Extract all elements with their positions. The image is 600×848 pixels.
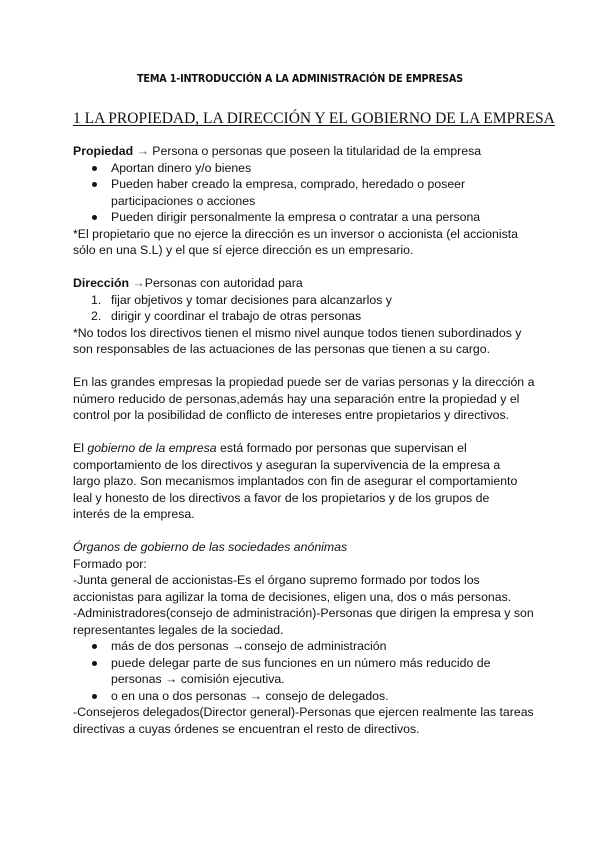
note-line: son responsables de las actuaciones de las personas que tienen a su cargo. [73, 342, 491, 356]
gobierno-rest: está formado por personas que supervisan el [216, 441, 467, 455]
organos-heading: Órganos de gobierno de las sociedades anónimas [73, 540, 348, 554]
direccion-definition [73, 275, 543, 292]
note-line: *El propietario que no ejerce la dirección es un inversor o accionista (el accionista [73, 226, 518, 241]
list-item-continuation: participaciones o acciones [111, 193, 256, 208]
gobierno-pre: El [73, 441, 88, 455]
arrow-icon: → [132, 276, 145, 290]
numbered-item [73, 292, 543, 309]
list-item: Aportan dinero y/o bienes [73, 160, 543, 177]
paragraph-line: -Consejeros delegados(Director general)-Personas que ejercen realmente las tareas [73, 705, 534, 719]
list-item-continuation: personas → comisión ejecutiva. [111, 672, 285, 686]
paragraph-line: -Junta general de accionistas-Es el órgano supremo formado por todos los [73, 573, 480, 587]
item-number: 2. [91, 309, 102, 323]
list-item: puede delegar parte de sus funciones en un número más reducido de [73, 655, 543, 672]
propiedad-definition [73, 143, 543, 160]
item-number: 1. [91, 292, 102, 307]
paragraph-line: Formado por: [73, 556, 147, 571]
item-text: dirigir y coordinar el trabajo de otras personas [111, 309, 362, 323]
arrow-icon: → [136, 144, 149, 158]
gobierno-term: gobierno de la empresa [87, 441, 217, 455]
paragraph-line: leal y honesto de los directivos a favor de los propietarios y de los grupos de [73, 490, 490, 505]
paragraph-line: accionistas para agilizar la toma de decisiones, eligen una, dos o más personas. [73, 589, 512, 604]
paragraph-line: comportamiento de los directivos y aseguran la supervivencia de la empresa a [73, 457, 501, 472]
paragraph-line: número reducido de personas,además hay una separación entre la propiedad y el [73, 391, 520, 406]
paragraph-line: En las grandes empresas la propiedad puede ser de varias personas y la dirección a [73, 375, 535, 389]
direccion-term: Dirección [73, 276, 130, 290]
list-item: Pueden haber creado la empresa, comprado, heredado o poseer [73, 176, 543, 193]
list-item: más de dos personas →consejo de administración [73, 638, 543, 655]
paragraph-line: largo plazo. Son mecanismos implantados con fin de asegurar el comportamiento [73, 474, 518, 488]
document-body [73, 143, 543, 737]
item-text: fijar objetivos y tomar decisiones para alcanzarlos y [111, 292, 392, 307]
numbered-item [73, 308, 543, 325]
paragraph-line: directivas a cuyas órdenes se encuentran el resto de directivos. [73, 721, 420, 736]
direccion-def-text: Personas con autoridad para [144, 276, 303, 290]
note-line: *No todos los directivos tienen el mismo nivel aunque todos tienen subordinados y [73, 325, 522, 340]
note-line: sólo en una S.L) y el que sí ejerce dirección es un empresario. [73, 243, 414, 257]
paragraph-line: interés de la empresa. [73, 507, 195, 521]
paragraph-line: -Administradores(consejo de administración)-Personas que dirigen la empresa y son [73, 606, 534, 620]
list-item: o en una o dos personas → consejo de delegados. [73, 688, 543, 705]
paragraph-line: representantes legales de la sociedad. [73, 622, 284, 637]
propiedad-term: Propiedad [73, 144, 134, 158]
document-title: TEMA 1-INTRODUCCIÓN A LA ADMINISTRACIÓN DE EMPRESAS [137, 73, 463, 85]
propiedad-def-text: Persona o personas que poseen la titularidad de la empresa [148, 144, 482, 158]
paragraph-line [73, 440, 543, 457]
section-heading: 1 LA PROPIEDAD, LA DIRECCIÓN Y EL GOBIERNO DE LA EMPRESA [73, 110, 555, 127]
list-item: Pueden dirigir personalmente la empresa o contratar a una persona [73, 209, 543, 226]
paragraph-line: control por la posibilidad de conflicto de intereses entre propietarios y directivos. [73, 408, 510, 422]
